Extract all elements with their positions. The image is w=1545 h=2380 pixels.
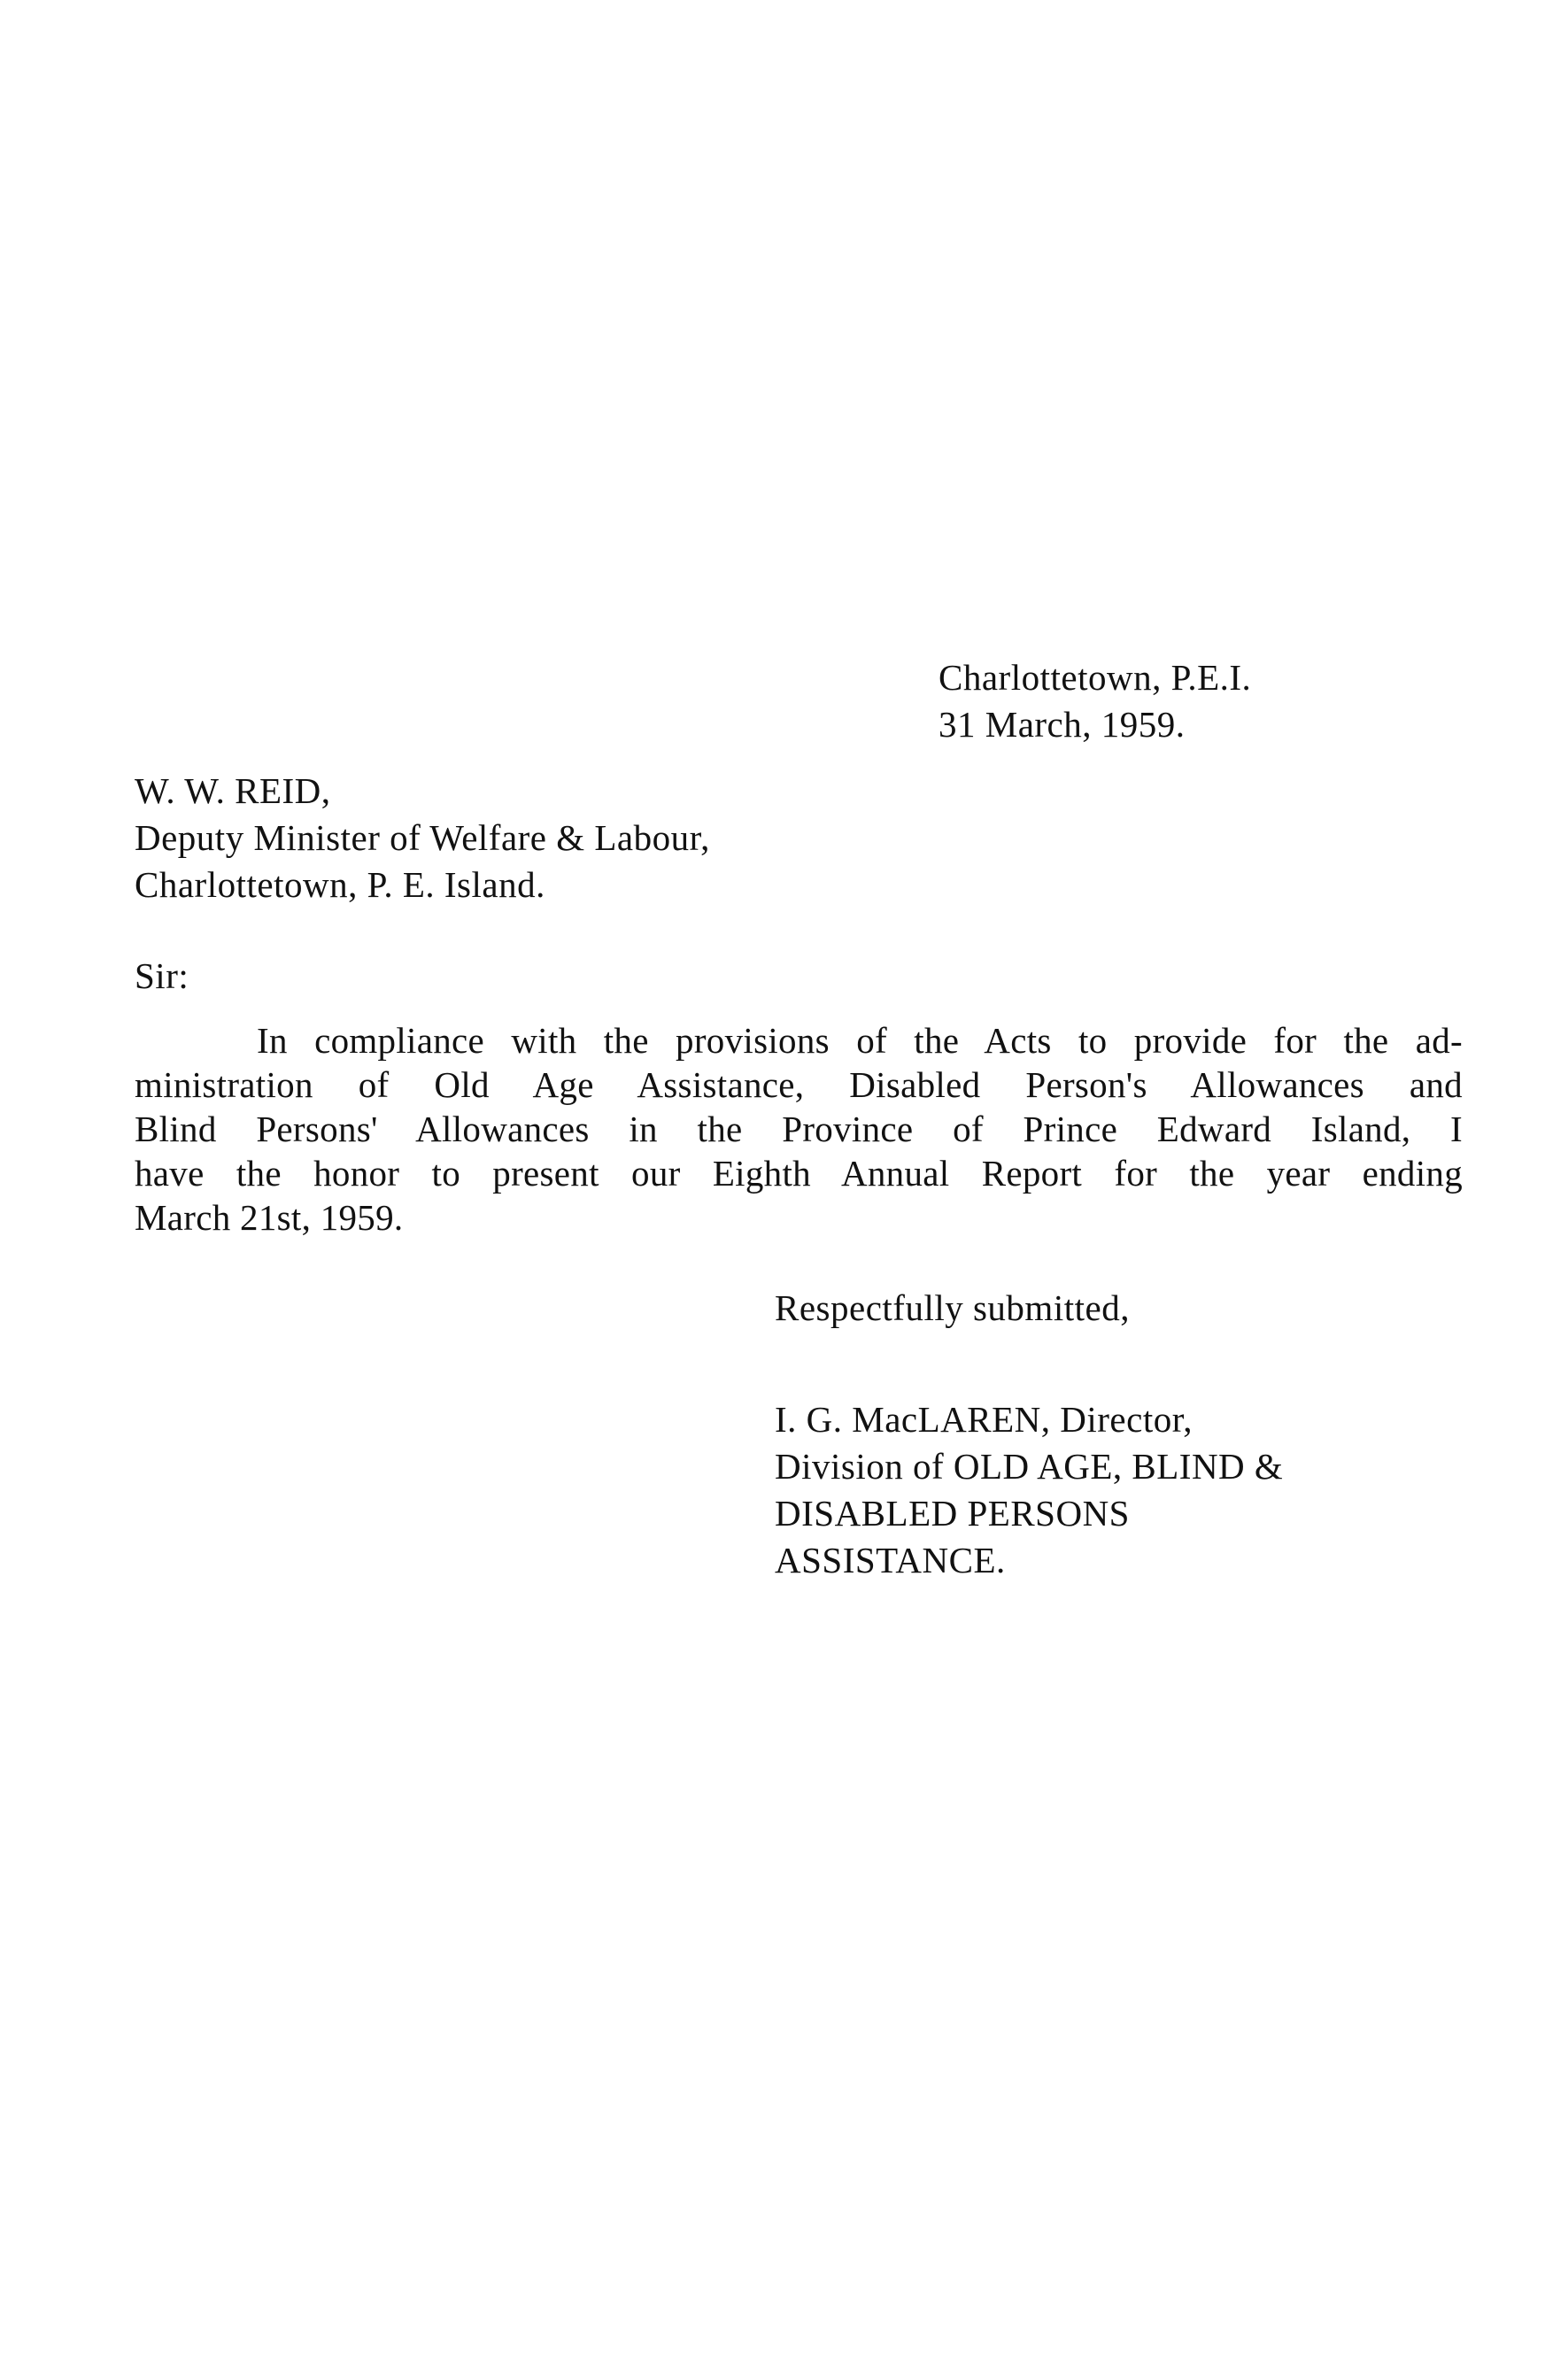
body-line: Blind Persons' Allowances in the Province of Prince Edward Island, I [135, 1109, 1463, 1149]
signature-name: I. G. MacLAREN, Director, [775, 1399, 1193, 1440]
letter-date: 31 March, 1959. [939, 704, 1186, 745]
letter-place: Charlottetown, P.E.I. [939, 657, 1252, 698]
body-line: In compliance with the provisions of the Acts to provide for the ad- [257, 1020, 1463, 1061]
recipient-location: Charlottetown, P. E. Island. [135, 864, 545, 905]
salutation: Sir: [135, 955, 189, 996]
body-line: March 21st, 1959. [135, 1197, 404, 1238]
letter-body [135, 1018, 1463, 1240]
body-line: ministration of Old Age Assistance, Disabled Person's Allowances and [135, 1064, 1463, 1105]
body-line: have the honor to present our Eighth Annual Report for the year ending [135, 1153, 1463, 1194]
recipient-name: W. W. REID, [135, 770, 331, 811]
recipient-title: Deputy Minister of Welfare & Labour, [135, 817, 710, 858]
signature-division: ASSISTANCE. [775, 1540, 1006, 1580]
signature-division: DISABLED PERSONS [775, 1493, 1130, 1534]
closing: Respectfully submitted, [775, 1287, 1130, 1328]
signature-division: Division of OLD AGE, BLIND & [775, 1446, 1284, 1487]
